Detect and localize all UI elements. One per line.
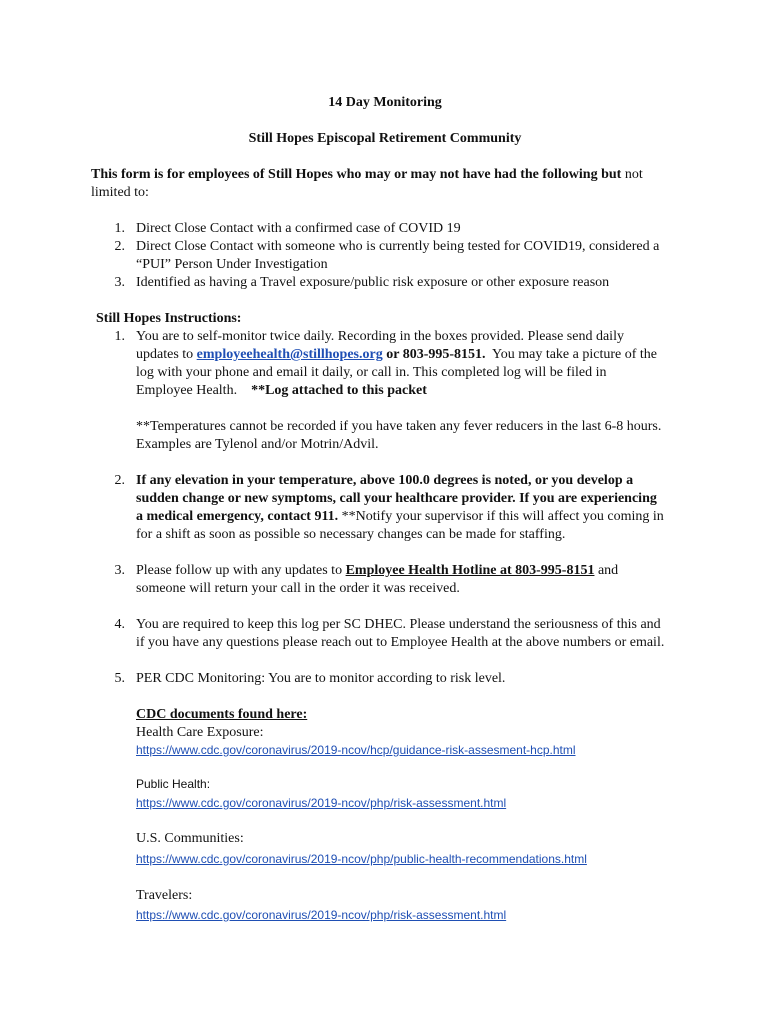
public-health-label: Public Health: (136, 777, 211, 791)
instruction-1-employee-health: Employee Health. (136, 383, 238, 398)
us-communities-link[interactable]: https://www.cdc.gov/coronavirus/2019-ncov/php/public-health-recommendations.html (136, 852, 587, 866)
instruction-num-2: 2. (114, 473, 125, 488)
instruction-2-line-4: for a shift as soon as possible so necessary changes can be made for staffing. (136, 527, 566, 542)
cdc-documents-heading: CDC documents found here: (136, 707, 308, 722)
public-health-link[interactable]: https://www.cdc.gov/coronavirus/2019-ncov/php/risk-assessment.html (136, 796, 507, 810)
us-communities-label: U.S. Communities: (136, 831, 244, 846)
criteria-num-3: 3. (114, 275, 125, 290)
intro-line-2: limited to: (91, 185, 149, 200)
temperature-note-line-1: **Temperatures cannot be recorded if you have taken any fever reducers in the last 6-8 hours. (136, 419, 662, 434)
instruction-num-4: 4. (114, 617, 125, 632)
instruction-2-line-2: sudden change or new symptoms, call your healthcare provider. If you are experiencing (136, 491, 657, 506)
travelers-link[interactable]: https://www.cdc.gov/coronavirus/2019-ncov/php/risk-assessment.html (136, 908, 507, 922)
criteria-num-1: 1. (114, 221, 125, 236)
log-attached-note: **Log attached to this packet (251, 383, 427, 398)
employee-health-hotline: Employee Health Hotline at 803-995-8151 (345, 563, 595, 578)
employee-health-email-link[interactable]: employeehealth@stillhopes.org (196, 347, 383, 362)
instruction-1-picture: You may take a picture of the (492, 347, 657, 362)
criteria-item-2: Direct Close Contact with someone who is currently being tested for COVID19, considered a (136, 239, 660, 254)
instruction-1-line-4 (136, 382, 427, 400)
instruction-4-line-1: You are required to keep this log per SC DHEC. Please understand the seriousness of this and (136, 617, 661, 632)
instruction-1-phone: or 803-995-8151. (386, 347, 486, 362)
page-title: 14 Day Monitoring (328, 95, 442, 110)
travelers-label: Travelers: (136, 888, 193, 903)
health-care-exposure-link[interactable]: https://www.cdc.gov/coronavirus/2019-ncov/hcp/guidance-risk-assesment-hcp.html (136, 743, 576, 757)
health-care-exposure-label: Health Care Exposure: (136, 725, 264, 740)
criteria-item-2-cont: “PUI” Person Under Investigation (136, 257, 328, 272)
instruction-1-line-3: log with your phone and email it daily, or call in. This completed log will be filed in (136, 365, 607, 380)
follow-up-text: Please follow up with any updates to (136, 563, 343, 578)
instruction-1-line-2 (136, 346, 657, 364)
notify-supervisor-text: **Notify your supervisor if this will affect you coming in (341, 509, 664, 524)
intro-bold: This form is for employees of Still Hopes who may or may not have had the following but (91, 167, 622, 182)
criteria-item-3: Identified as having a Travel exposure/public risk exposure or other exposure reason (136, 275, 610, 290)
instruction-5-line-1: PER CDC Monitoring: You are to monitor according to risk level. (136, 671, 506, 686)
instruction-1-updates-to: updates to (136, 347, 194, 362)
instruction-1-line-1: You are to self-monitor twice daily. Recording in the boxes provided. Please send daily (136, 329, 624, 344)
instruction-num-3: 3. (114, 563, 125, 578)
instruction-2-line-3 (136, 508, 664, 526)
instructions-heading: Still Hopes Instructions: (96, 311, 242, 326)
instruction-num-1: 1. (114, 329, 125, 344)
intro-line-1 (91, 166, 731, 184)
instruction-num-5: 5. (114, 671, 125, 686)
criteria-num-2: 2. (114, 239, 125, 254)
criteria-item-1: Direct Close Contact with a confirmed case of COVID 19 (136, 221, 461, 236)
temperature-note-line-2: Examples are Tylenol and/or Motrin/Advil. (136, 437, 379, 452)
instruction-3-line-1 (136, 562, 618, 580)
page-subtitle: Still Hopes Episcopal Retirement Community (248, 131, 522, 146)
medical-emergency-text: a medical emergency, contact 911. (136, 509, 339, 524)
intro-rest: not (624, 167, 643, 182)
instruction-4-line-2: if you have any questions please reach out to Employee Health at the above numbers or email. (136, 635, 665, 650)
instruction-3-line-2: someone will return your call in the order it was received. (136, 581, 460, 596)
follow-up-and: and (597, 563, 619, 578)
instruction-2-line-1: If any elevation in your temperature, above 100.0 degrees is noted, or you develop a (136, 473, 634, 488)
